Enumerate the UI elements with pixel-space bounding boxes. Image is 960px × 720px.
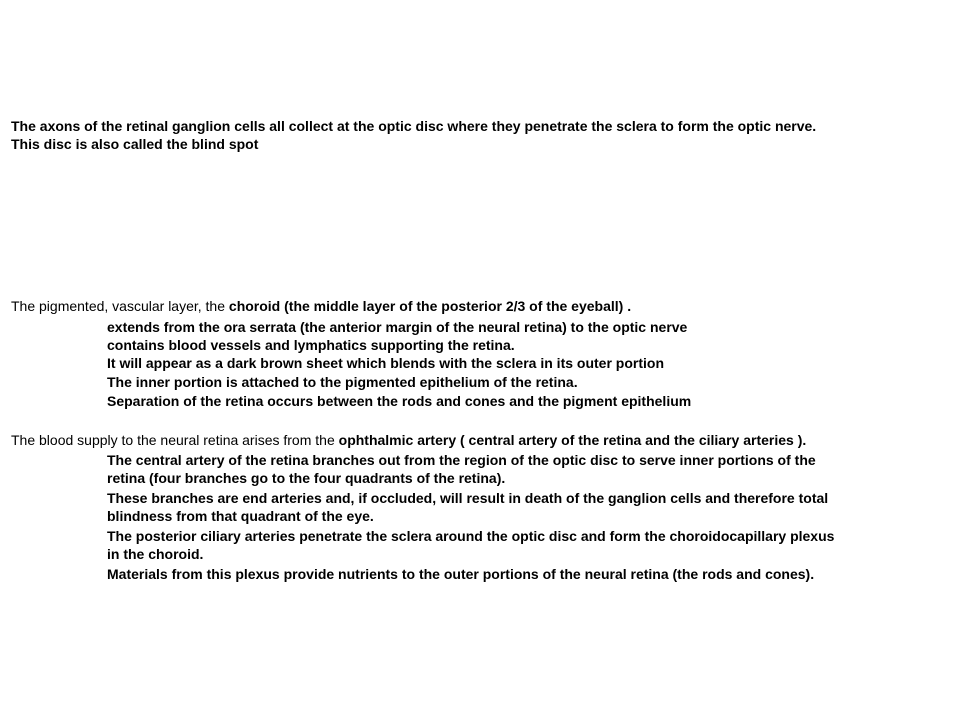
choroid-lead-text: The pigmented, vascular layer, the <box>11 298 229 314</box>
choroid-point-4: The inner portion is attached to the pigmented epithelium of the retina. <box>107 374 578 390</box>
choroid-point-3: It will appear as a dark brown sheet which blends with the sclera in its outer portion <box>107 355 664 371</box>
blood-supply-point-4: Materials from this plexus provide nutrients to the outer portions of the neural retina (the rods and cones). <box>107 566 815 582</box>
intro-line-1: The axons of the retinal ganglion cells all collect at the optic disc where they penetrate the sclera to form the optic nerve. <box>11 118 817 134</box>
choroid-point-2: contains blood vessels and lymphatics supporting the retina. <box>107 337 515 353</box>
blood-supply-lead <box>11 431 806 449</box>
choroid-lead <box>11 297 631 315</box>
intro-line-2: This disc is also called the blind spot <box>11 136 259 152</box>
blood-supply-lead-text: The blood supply to the neural retina arises from the <box>11 432 339 448</box>
blood-supply-point-1: The central artery of the retina branches out from the region of the optic disc to serve inner portions of the <box>107 452 816 468</box>
blood-supply-point-2: These branches are end arteries and, if occluded, will result in death of the ganglion cells and therefore total <box>107 490 829 506</box>
blood-supply-point-3: The posterior ciliary arteries penetrate the sclera around the optic disc and form the choroidocapillary plexus <box>107 528 835 544</box>
blood-supply-point-1b: retina (four branches go to the four quadrants of the retina). <box>107 470 506 486</box>
blood-supply-point-2b: blindness from that quadrant of the eye. <box>107 508 374 524</box>
choroid-point-1: extends from the ora serrata (the anterior margin of the neural retina) to the optic nerve <box>107 319 688 335</box>
blood-supply-lead-term: ophthalmic artery ( central artery of the retina and the ciliary arteries ). <box>338 432 807 448</box>
choroid-lead-term: choroid (the middle layer of the posterior 2/3 of the eyeball) . <box>228 298 632 314</box>
blood-supply-point-3b: in the choroid. <box>107 546 204 562</box>
choroid-point-5: Separation of the retina occurs between the rods and cones and the pigment epithelium <box>107 393 692 409</box>
